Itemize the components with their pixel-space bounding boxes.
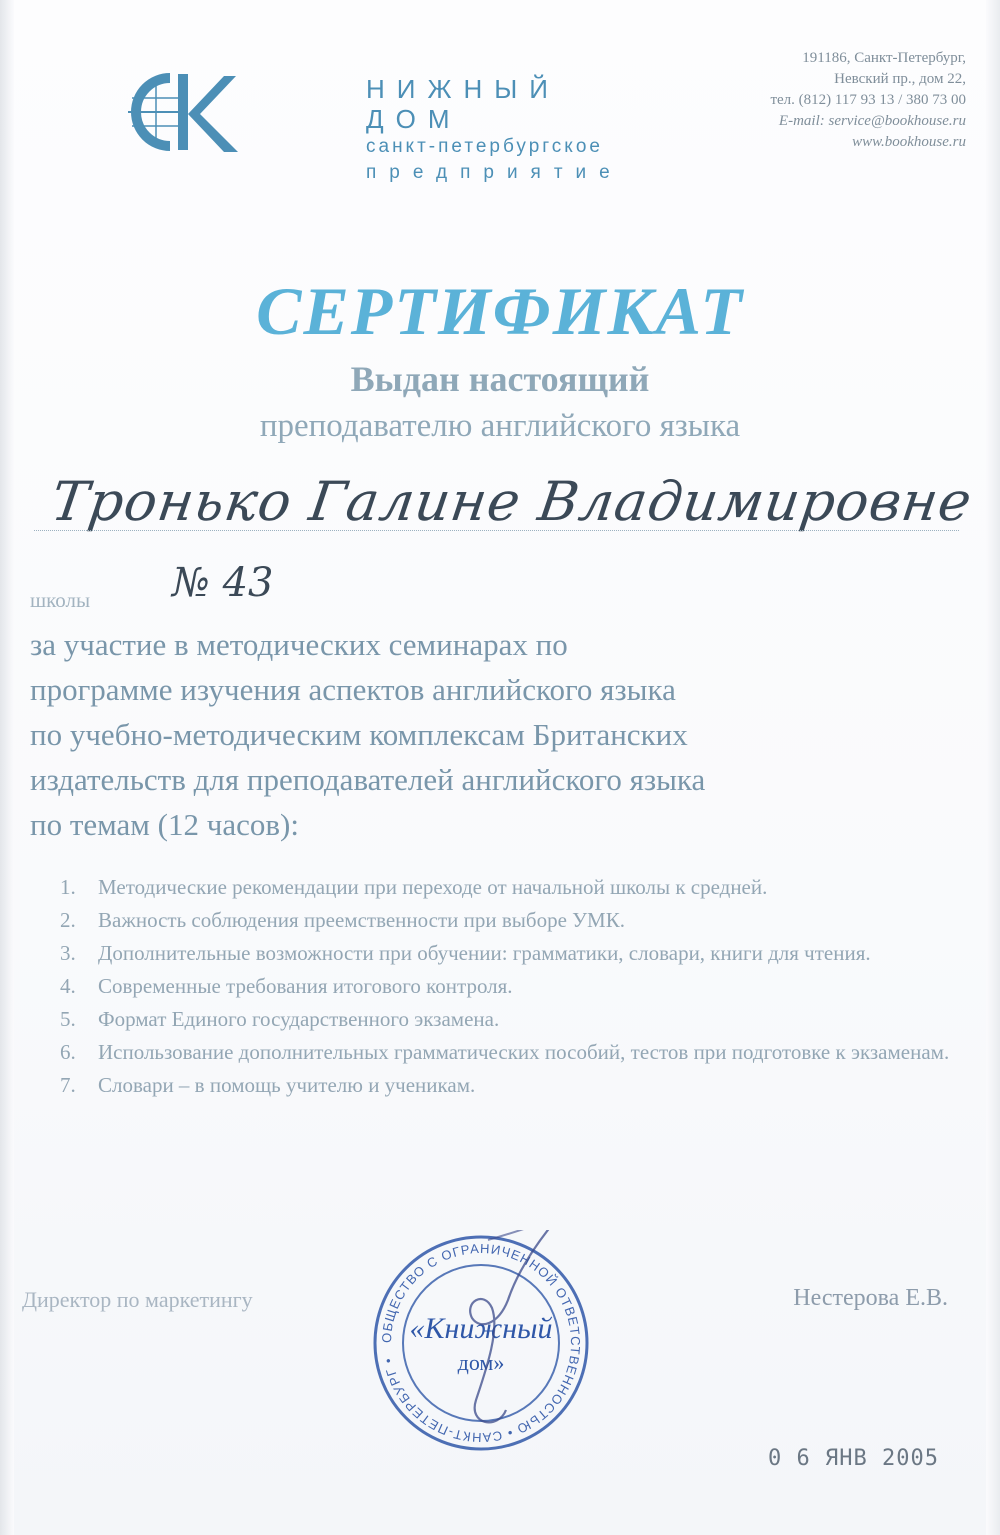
logo-line-3: предприятие bbox=[366, 162, 623, 183]
topic-item bbox=[60, 1004, 970, 1034]
address-line-1: 191186, Санкт-Петербург, bbox=[802, 50, 966, 66]
address-website: www.bookhouse.ru bbox=[852, 134, 966, 150]
topic-number: 7. bbox=[60, 1073, 76, 1097]
signatory-title: Директор по маркетингу bbox=[22, 1287, 253, 1312]
topic-text: Формат Единого государственного экзамена. bbox=[98, 1007, 500, 1031]
body-line: по темам (12 часов): bbox=[30, 807, 299, 842]
logo-line-1: НИЖНЫЙ ДОМ bbox=[366, 74, 560, 134]
topic-number: 6. bbox=[60, 1040, 76, 1064]
stamp-ring-textpath: ОБЩЕСТВО С ОГРАНИЧЕННОЙ ОТВЕТСТВЕННОСТЬЮ • САНКТ-ПЕТЕРБУРГ • bbox=[378, 1240, 584, 1446]
topic-number: 2. bbox=[60, 908, 76, 932]
topic-text: Дополнительные возможности при обучении: грамматики, словари, книги для чтения. bbox=[98, 941, 871, 965]
topic-text: Современные требования итогового контроля. bbox=[98, 974, 513, 998]
topic-text: Словари – в помощь учителю и ученикам. bbox=[98, 1073, 476, 1097]
company-address bbox=[770, 48, 966, 153]
topic-text: Использование дополнительных грамматических пособий, тестов при подготовке к экзаменам. bbox=[98, 1040, 950, 1064]
address-phone: тел. (812) 117 93 13 / 380 73 00 bbox=[770, 92, 966, 108]
topic-item bbox=[60, 938, 970, 968]
topic-item bbox=[60, 1037, 970, 1067]
recipient-name-handwritten: Тронько Галине Владимировне bbox=[47, 470, 977, 533]
certificate-subtitle-2: преподавателю английского языка bbox=[259, 408, 741, 444]
page-left-edge bbox=[0, 0, 14, 1535]
topic-text: Методические рекомендации при переходе от начальной школы к средней. bbox=[98, 875, 768, 899]
school-label: школы bbox=[30, 588, 91, 612]
body-line: издательств для преподавателей английского языка bbox=[30, 762, 706, 797]
address-email: E-mail: service@bookhouse.ru bbox=[778, 113, 966, 129]
recipient-underline bbox=[34, 530, 959, 531]
company-logo bbox=[118, 66, 623, 183]
topics-list bbox=[60, 872, 970, 1103]
topic-number: 3. bbox=[60, 941, 76, 965]
signatory-name: Нестерова Е.В. bbox=[793, 1285, 948, 1311]
certificate-subtitle-1: Выдан настоящий bbox=[350, 359, 650, 399]
certificate-body bbox=[30, 622, 970, 847]
page-right-edge bbox=[986, 0, 1000, 1535]
stamp-center-line-1: «Книжный bbox=[409, 1312, 553, 1345]
topic-item bbox=[60, 1070, 970, 1100]
body-line: по учебно-методическим комплексам Британских bbox=[30, 717, 688, 752]
address-line-2: Невский пр., дом 22, bbox=[834, 71, 966, 87]
topic-number: 5. bbox=[60, 1007, 76, 1031]
topic-number: 4. bbox=[60, 974, 76, 998]
topic-item bbox=[60, 872, 970, 902]
stamp-center-line-2: дом» bbox=[457, 1350, 505, 1375]
bookhouse-logo-mark-icon bbox=[118, 66, 248, 156]
logo-text bbox=[366, 74, 623, 186]
certificate-title: СЕРТИФИКАТ bbox=[256, 273, 744, 349]
topic-item bbox=[60, 971, 970, 1001]
body-line: программе изучения аспектов английского языка bbox=[30, 672, 676, 707]
logo-line-2: санкт-петербургское bbox=[366, 136, 603, 157]
topic-text: Важность соблюдения преемственности при выборе УМК. bbox=[98, 908, 625, 932]
school-number-handwritten: № 43 bbox=[172, 560, 274, 606]
date-stamp: 0 6 ЯНВ 2005 bbox=[768, 1446, 939, 1471]
topic-item bbox=[60, 905, 970, 935]
body-line: за участие в методических семинарах по bbox=[30, 627, 568, 662]
company-stamp bbox=[368, 1230, 594, 1456]
topic-number: 1. bbox=[60, 875, 76, 899]
